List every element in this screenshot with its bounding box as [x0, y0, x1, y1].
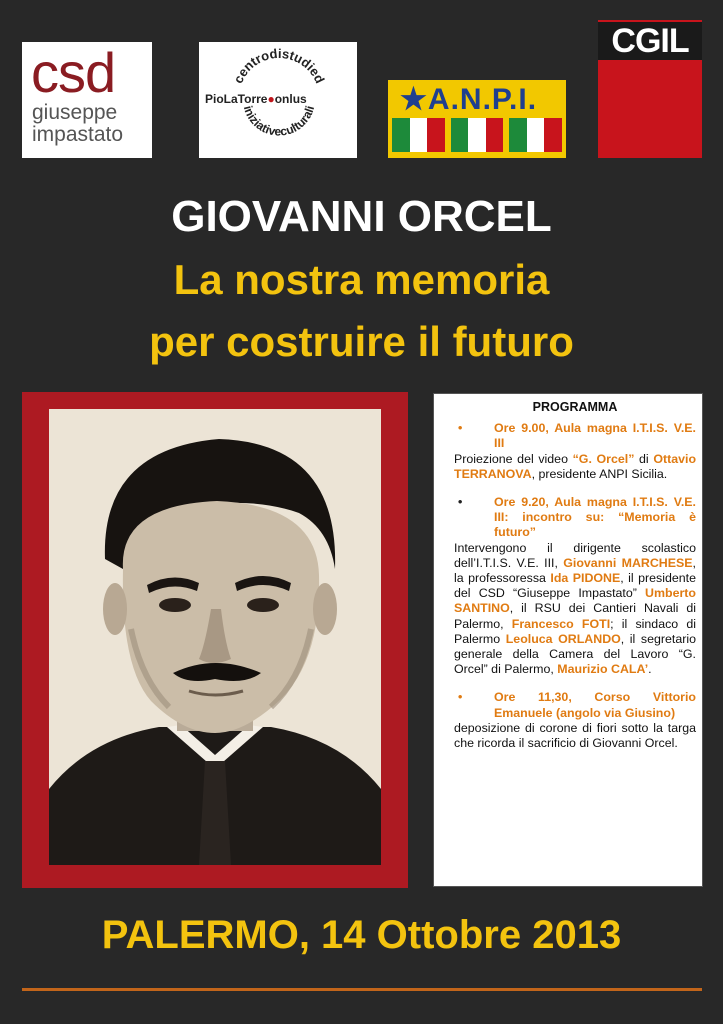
- portrait-frame: [22, 392, 408, 888]
- cgil-logo: [598, 20, 702, 158]
- program-item2-d4: , il RSU dei Cantieri Navali di Palermo,: [454, 601, 696, 631]
- poster-subtitle-line2: per costruire il futuro: [149, 318, 574, 365]
- cgil-logo-text: CGIL: [598, 22, 702, 60]
- svg-text:centrodistudied: [230, 46, 327, 86]
- program-item2-d2: , la professoressa: [454, 555, 696, 586]
- csd-logo-word: csd: [31, 41, 116, 104]
- anpi-logo: [388, 80, 566, 158]
- program-item-time: [454, 690, 696, 720]
- poster-title: GIOVANNI ORCEL: [171, 192, 552, 241]
- program-item2-d6: , il segretario generale della Camera del Lavoro “G. Orcel” di Palermo,: [454, 631, 696, 677]
- piolatorre-onlus: onlus: [274, 92, 307, 106]
- bullet-icon: •: [458, 495, 463, 510]
- svg-text:iniziativeculturali: [241, 104, 317, 138]
- program-item-time: [454, 495, 696, 541]
- program-item2-h4: Francesco FOTI: [511, 616, 611, 631]
- program-item2-h2: Ida PIDONE: [550, 571, 621, 586]
- program-box: [433, 393, 703, 887]
- program-item: [454, 495, 696, 677]
- program-item: [454, 690, 696, 751]
- program-item1-d2: di: [634, 451, 654, 466]
- program-item-description: [454, 541, 696, 678]
- program-item2-d3: , il presidente del CSD “Giuseppe Impastato”: [454, 571, 696, 601]
- program-item2-h5: Leoluca ORLANDO: [505, 631, 621, 646]
- program-item2-h1: Giovanni MARCHESE: [563, 555, 693, 570]
- program-item1-d1: Proiezione del video: [454, 451, 573, 466]
- csd-logo-name-line1: giuseppe: [32, 101, 118, 124]
- piolatorre-arc-top: centrodistudied: [230, 45, 328, 86]
- piolatorre-arc-bottom: iniziativeculturali: [240, 104, 318, 139]
- program-item3-time: Ore 11,30, Corso Vittorio Emanuele (angolo via Giusino): [494, 690, 696, 720]
- csd-logo-name-line2: impastato: [32, 123, 124, 146]
- bullet-icon: •: [458, 421, 463, 436]
- bottom-divider: [22, 988, 702, 991]
- piolatorre-name: PioLaTorre: [205, 92, 268, 106]
- star-icon: ★: [400, 83, 428, 116]
- poster-subtitle-line1: La nostra memoria: [173, 256, 550, 303]
- program-item2-d1: Intervengono il dirigente scolastico dell’I.T.I.S. V.E. III,: [454, 540, 696, 570]
- portrait-photo: [49, 409, 381, 865]
- anpi-logo-label: A.N.P.I.: [427, 83, 538, 116]
- csd-logo-name: [32, 102, 123, 146]
- program-heading: PROGRAMMA: [532, 400, 618, 414]
- program-item: [454, 421, 696, 482]
- program-item2-h3: Umberto SANTINO: [454, 586, 696, 616]
- piolatorre-logo: [199, 42, 357, 158]
- italian-flag-icon: [392, 118, 445, 152]
- program-item1-h1: “G. Orcel”: [572, 451, 635, 466]
- program-item-description: [454, 452, 696, 482]
- csd-logo: [22, 42, 152, 158]
- anpi-logo-text: [400, 82, 537, 117]
- bullet-icon: •: [458, 690, 463, 705]
- program-item2-time: Ore 9.20, Aula magna I.T.I.S. V.E. III: incontro su: “Memoria è futuro”: [494, 495, 696, 540]
- program-item2-d5: ; il sindaco di Palermo: [454, 616, 696, 646]
- portrait-illustration: [49, 409, 381, 865]
- italian-flag-icon: [509, 118, 562, 152]
- program-item1-h2: Ottavio TERRANOVA: [454, 451, 697, 481]
- program-item-time: [454, 421, 696, 451]
- program-item1-d3: , presidente ANPI Sicilia.: [531, 466, 668, 481]
- italian-flag-icon: [451, 118, 504, 152]
- program-item1-time: Ore 9.00, Aula magna I.T.I.S. V.E. III: [494, 421, 696, 451]
- piolatorre-main-text: [205, 92, 307, 106]
- event-date: PALERMO, 14 Ottobre 2013: [101, 913, 622, 957]
- program-item2-d7: .: [648, 662, 652, 677]
- program-item2-h6: Maurizio CALA’: [557, 662, 649, 677]
- italian-flags-strip: [392, 118, 562, 152]
- program-item-description: deposizione di corone di fiori sotto la targa che ricorda il sacrificio di Giovanni Orcel.: [454, 720, 696, 751]
- red-dot-icon: ●: [267, 92, 275, 106]
